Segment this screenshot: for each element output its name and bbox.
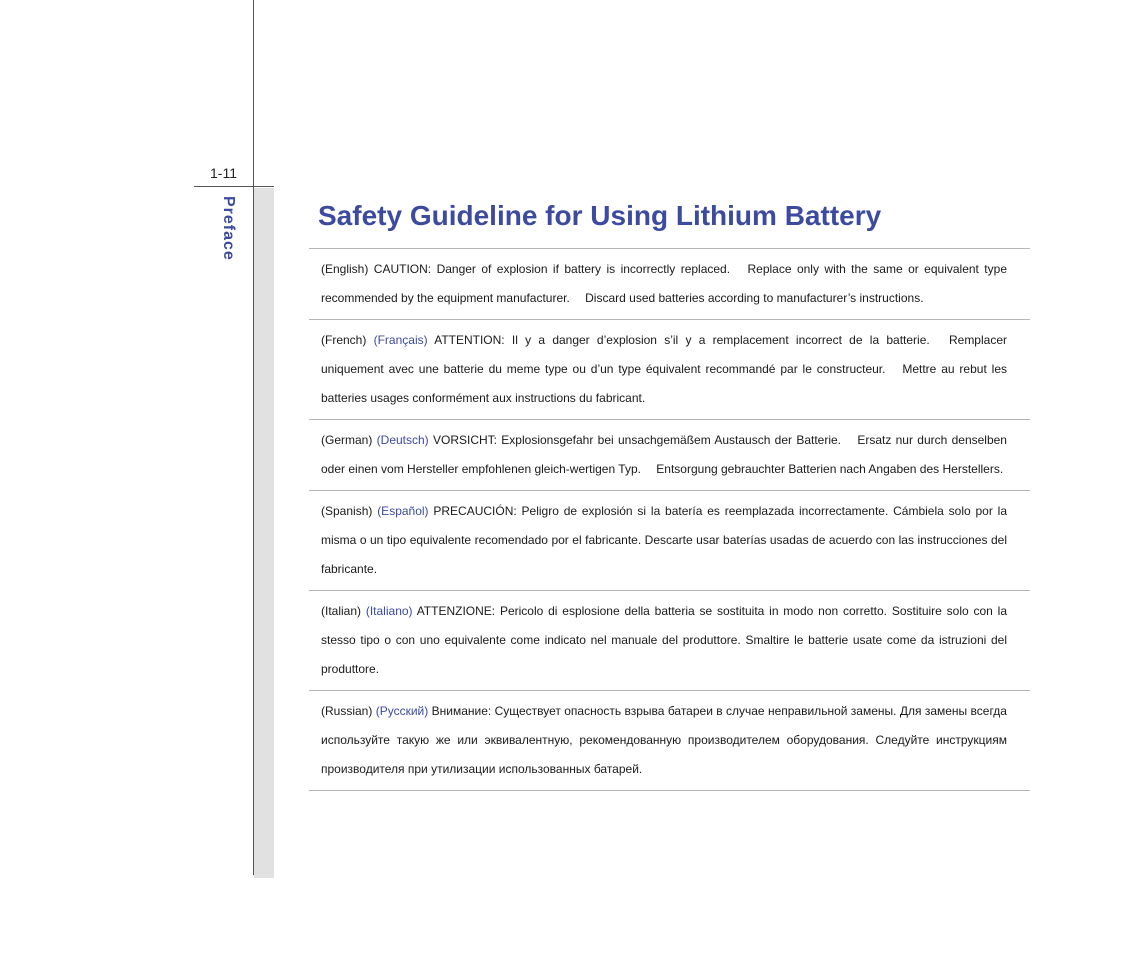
native-language-name: (Deutsch) [376,433,429,447]
warning-italian [309,591,1030,691]
warning-english [309,249,1030,320]
section-label: Preface [220,196,237,261]
warning-russian [309,691,1030,791]
warning-text: PRECAUCIÓN: Peligro de explosión si la batería es reemplazada incorrectamente. Cámbiela solo por la misma o un tipo equivalente recomendado por el fabricante. Descarte usar baterías usadas de acuerdo con las instrucciones del fabricante. [321,504,1007,576]
language-name: (Italian) [321,604,362,618]
language-name: (Russian) [321,704,373,718]
language-name: (Spanish) [321,504,373,518]
language-name: (German) [321,433,373,447]
page-number-rule [194,186,274,187]
native-language-name: (Français) [373,333,428,347]
language-warnings [309,248,1030,791]
native-language-name: (Русский) [375,704,429,718]
warning-text: ATTENZIONE: Pericolo di esplosione della batteria se sostituita in modo non corretto. Sostituire solo con la stesso tipo o con uno equivalente come indicato nel manuale del produttore. Smaltire le batterie usate come da istruzioni del produttore. [321,604,1007,676]
language-name: (English) [321,262,369,276]
warning-text: ATTENTION: Il y a danger d’explosion s’il y a remplacement incorrect de la batterie. Remplacer uniquement avec une batterie du meme type ou d’un type équivalent recommandé par le constructeur. Mettre au rebut les batteries usages conformément aux instructions du fabricant. [321,333,1007,405]
warning-text: Внимание: Существует опасность взрыва батареи в случае неправильной замены. Для замены всегда используйте такую же или эквивалентную, рекомендованную производителем оборудования. Следуйте инструкциям производителя при утилизации использованных батарей. [321,704,1007,776]
page-title: Safety Guideline for Using Lithium Battery [318,200,882,231]
warning-text: CAUTION: Danger of explosion if battery is incorrectly replaced. Replace only with the same or equivalent type recommended by the equipment manufacturer. Discard used batteries according to manufacturer’s instructions. [321,262,1007,305]
page-number: 1-11 [210,165,237,181]
warning-french [309,320,1030,420]
warning-text: VORSICHT: Explosionsgefahr bei unsachgemäßem Austausch der Batterie. Ersatz nur durch denselben oder einen vom Hersteller empfohlenen gleich-wertigen Typ. Entsorgung gebrauchter Batterien nach Angaben des Herstellers. [321,433,1007,476]
warning-german [309,420,1030,491]
native-language-name: (Italiano) [365,604,413,618]
sidebar-strip [254,188,274,878]
language-name: (French) [321,333,367,347]
warning-spanish [309,491,1030,591]
native-language-name: (Español) [377,504,429,518]
